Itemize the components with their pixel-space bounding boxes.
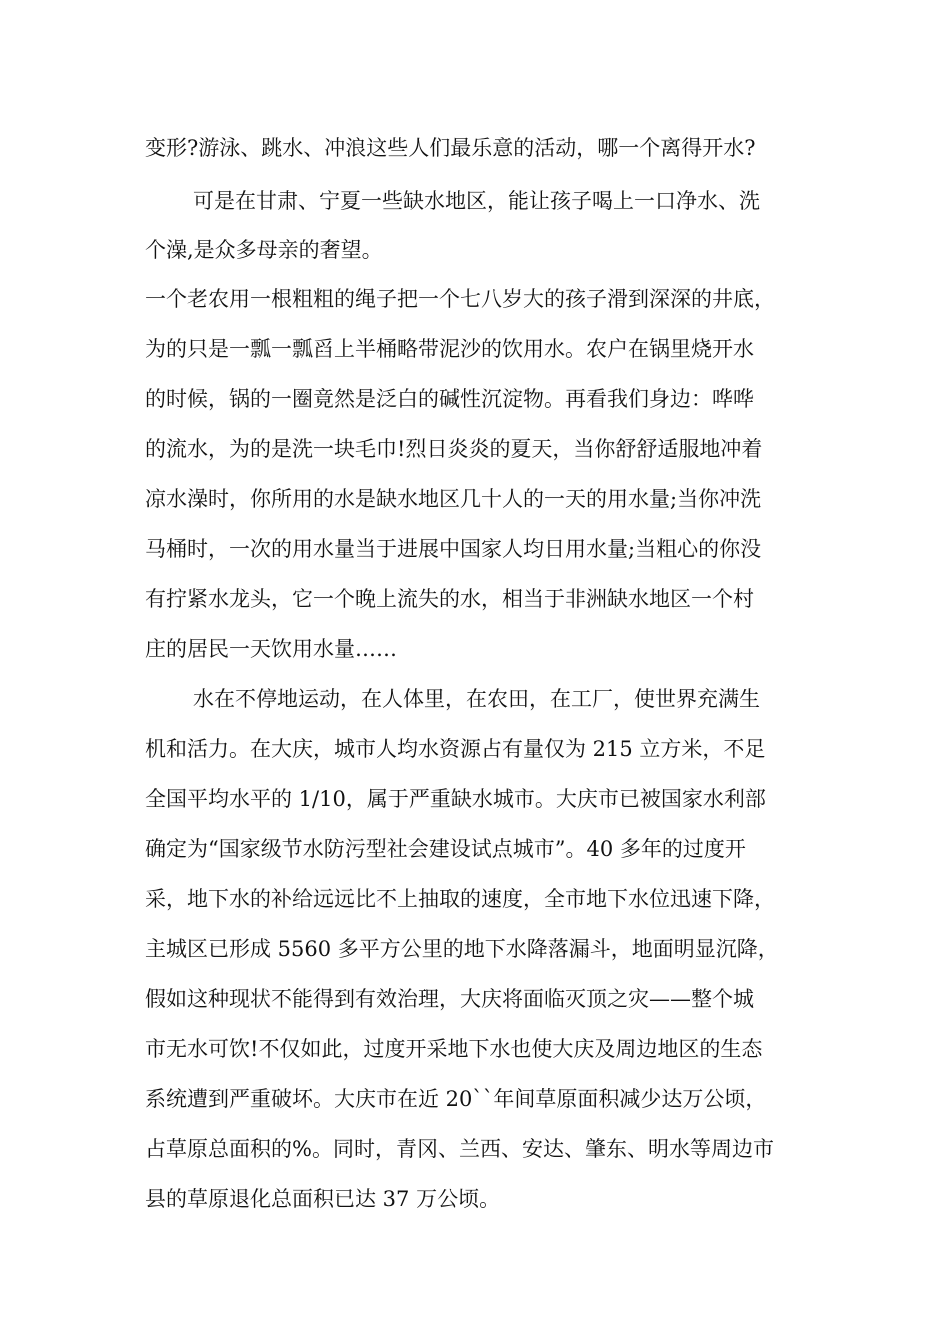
paragraph-start-line: 水在不停地运动，在人体里，在农田，在工厂，使世界充满生	[193, 687, 760, 711]
text-line: 占草原总面积的%。同时，青冈、兰西、安达、肇东、明水等周边市	[145, 1137, 774, 1161]
text-line: 个澡,是众多母亲的奢望。	[145, 238, 383, 262]
text-line: 确定为“国家级节水防污型社会建设试点城市”。40 多年的过度开	[145, 837, 746, 861]
paragraph-start-line: 可是在甘肃、宁夏一些缺水地区，能让孩子喝上一口净水、洗	[193, 189, 760, 213]
text-line: 市无水可饮!不仅如此，过度开采地下水也使大庆及周边地区的生态	[145, 1037, 763, 1061]
text-line: 庄的居民一天饮用水量……	[145, 637, 397, 661]
text-line: 假如这种现状不能得到有效治理，大庆将面临灭顶之灾——整个城	[145, 987, 754, 1011]
text-line: 变形?游泳、跳水、冲浪这些人们最乐意的活动，哪一个离得开水?	[145, 136, 756, 160]
text-line: 全国平均水平的 1/10，属于严重缺水城市。大庆市已被国家水利部	[145, 787, 766, 811]
text-line: 的流水，为的是洗一块毛巾!烈日炎炎的夏天，当你舒舒适服地冲着	[145, 437, 763, 461]
text-line: 的时候，锅的一圈竟然是泛白的碱性沉淀物。再看我们身边：哗哗	[145, 387, 754, 411]
text-line: 有拧紧水龙头，它一个晚上流失的水，相当于非洲缺水地区一个村	[145, 587, 754, 611]
text-line: 县的草原退化总面积已达 37 万公顷。	[145, 1187, 501, 1211]
text-line: 马桶时，一次的用水量当于进展中国家人均日用水量;当粗心的你没	[145, 537, 762, 561]
text-line: 凉水澡时，你所用的水是缺水地区几十人的一天的用水量;当你冲洗	[145, 487, 762, 511]
text-line: 为的只是一瓢一瓢舀上半桶略带泥沙的饮用水。农户在锅里烧开水	[145, 337, 754, 361]
paragraph-start-line: 一个老农用一根粗粗的绳子把一个七八岁大的孩子滑到深深的井底，	[145, 287, 775, 311]
text-line: 机和活力。在大庆，城市人均水资源占有量仅为 215 立方米，不足	[145, 737, 766, 761]
text-line: 主城区已形成 5560 多平方公里的地下水降落漏斗，地面明显沉降，	[145, 937, 779, 961]
text-line: 系统遭到严重破坏。大庆市在近 20``年间草原面积减少达万公顷，	[145, 1087, 767, 1111]
text-line: 采，地下水的补给远远比不上抽取的速度，全市地下水位迅速下降，	[145, 887, 775, 911]
